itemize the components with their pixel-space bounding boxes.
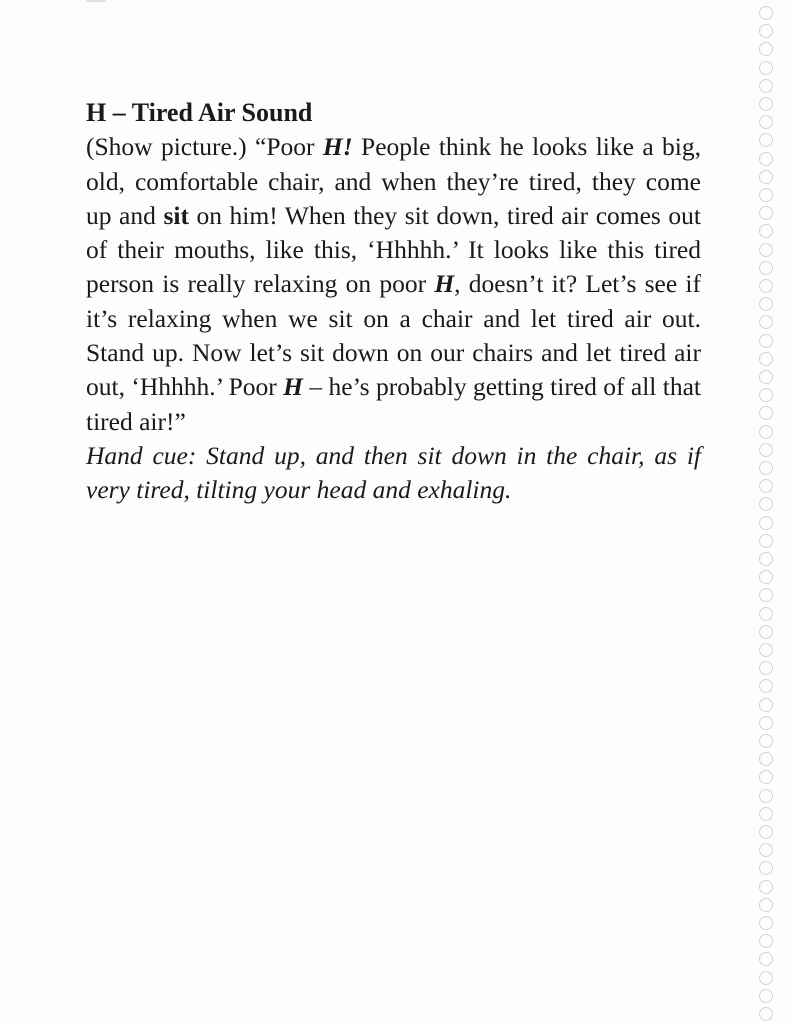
binding-hole — [759, 607, 773, 621]
binding-hole — [759, 224, 773, 238]
binding-hole — [759, 152, 773, 166]
binding-hole — [759, 388, 773, 402]
spiral-binding — [759, 0, 777, 1024]
binding-hole — [759, 115, 773, 129]
scan-mark — [86, 0, 106, 2]
binding-hole — [759, 261, 773, 275]
binding-hole — [759, 843, 773, 857]
binding-hole — [759, 734, 773, 748]
binding-hole — [759, 570, 773, 584]
paragraph-text: People think he looks like a big, old, comfortable chair, and when they’re tired, they come up and — [86, 132, 701, 230]
paragraph-text: , doesn’t it? Let’s see if it’s relaxing when we sit on a chair and let tired air out. Stand up. Now let’s sit down on our chairs and let tired air out, ‘Hhhhh.’ Poor — [86, 269, 702, 402]
paragraph-text: – he’s probably getting tired of all that tired air!” — [86, 372, 702, 436]
binding-hole — [759, 807, 773, 821]
binding-hole — [759, 133, 773, 147]
paragraph-text: on him! When they sit down, tired air comes out of their mouths, like this, ‘Hhhhh.’ It looks like this tired person is really relaxing on poor — [86, 200, 701, 299]
binding-hole — [759, 971, 773, 985]
binding-hole — [759, 206, 773, 220]
binding-hole — [759, 716, 773, 730]
binding-hole — [759, 698, 773, 712]
binding-hole — [759, 643, 773, 657]
binding-hole — [759, 880, 773, 894]
binding-hole — [759, 625, 773, 639]
binding-hole — [759, 443, 773, 457]
section-heading: H – Tired Air Sound — [86, 98, 313, 127]
binding-hole — [759, 497, 773, 511]
binding-hole — [759, 898, 773, 912]
paragraph-text: (Show picture.) “Poor — [86, 132, 323, 162]
binding-hole — [759, 334, 773, 348]
binding-hole — [759, 42, 773, 56]
binding-hole — [759, 479, 773, 493]
binding-hole — [759, 770, 773, 784]
binding-hole — [759, 243, 773, 257]
hand-cue: Hand cue: Stand up, and then sit down in the chair, as if very tired, tilting your head and exhaling. — [86, 440, 701, 505]
binding-hole — [759, 679, 773, 693]
binding-hole — [759, 79, 773, 93]
binding-hole — [759, 315, 773, 329]
binding-hole — [759, 752, 773, 766]
binding-hole — [759, 425, 773, 439]
binding-hole — [759, 24, 773, 38]
binding-hole — [759, 934, 773, 948]
lesson-content — [86, 96, 701, 508]
binding-hole — [759, 825, 773, 839]
binding-hole — [759, 552, 773, 566]
binding-hole — [759, 406, 773, 420]
binding-hole — [759, 952, 773, 966]
binding-hole — [759, 861, 773, 875]
binding-hole — [759, 370, 773, 384]
binding-hole — [759, 97, 773, 111]
binding-hole — [759, 1007, 773, 1021]
binding-hole — [759, 989, 773, 1003]
binding-hole — [759, 534, 773, 548]
word-emphasis: sit — [163, 200, 189, 230]
binding-hole — [759, 6, 773, 20]
binding-hole — [759, 661, 773, 675]
binding-hole — [759, 461, 773, 475]
binding-hole — [759, 279, 773, 293]
letter-emphasis: H! — [322, 132, 353, 162]
binding-hole — [759, 588, 773, 602]
binding-hole — [759, 188, 773, 202]
binding-hole — [759, 170, 773, 184]
binding-hole — [759, 516, 773, 530]
binding-hole — [759, 61, 773, 75]
binding-hole — [759, 297, 773, 311]
binding-hole — [759, 789, 773, 803]
binding-hole — [759, 916, 773, 930]
lesson-paragraph — [86, 130, 701, 439]
binding-hole — [759, 352, 773, 366]
letter-emphasis: H — [283, 372, 303, 402]
letter-emphasis: H — [434, 269, 455, 299]
